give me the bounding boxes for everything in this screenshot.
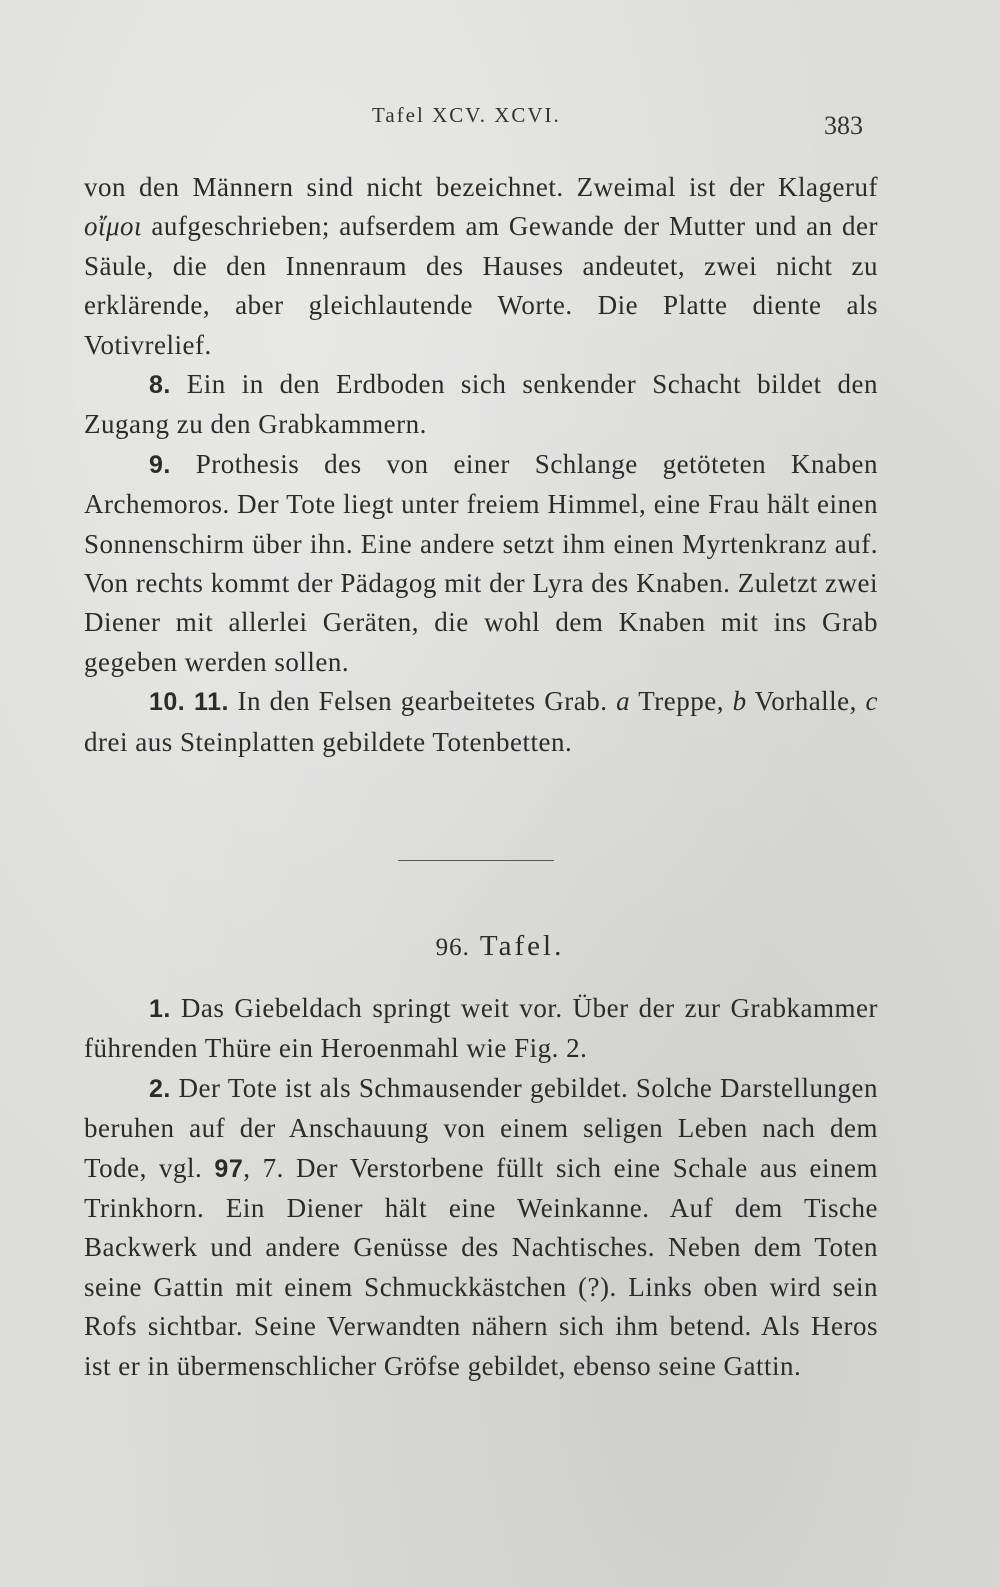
running-title: Tafel XCV. XCVI. xyxy=(372,103,561,127)
heading-number: 96. xyxy=(435,934,470,961)
letter-label: c xyxy=(865,686,878,717)
paragraph-text: , 7. Der Verstorbene füllt sich eine Schale aus einem Trinkhorn. Ein Diener hält eine Weinkanne. Auf dem Tische Backwerk und andere Genüsse des Nachtisches. Neben dem Toten seine Gattin mit einem Schmuckkästchen (?). Links oben wird sein Rofs sichtbar. Seine Verwandten nähern sich ihm betend. Als Heros ist er in übermenschlicher Gröfse gebildet, ebenso seine Gattin. xyxy=(84,1152,879,1381)
item-number: 8. xyxy=(149,371,171,400)
paragraph-text: Treppe, xyxy=(630,686,733,717)
paragraph-text: Prothesis des von einer Schlange getöteten Knaben Archemoros. Der Tote liegt unter freiem Himmel, eine Frau hält einen Sonnenschirm über ihn. Eine andere setzt ihm einen Myrtenkranz auf. Von rechts kommt der Pädagog mit der Lyra des Knaben. Zuletzt zwei Diener mit allerlei Geräten, die wohl dem Knaben mit ins Grab gegeben werden sollen. xyxy=(84,448,878,677)
section-95-text xyxy=(84,168,878,762)
section-heading xyxy=(0,930,1000,963)
letter-label: a xyxy=(616,686,631,717)
paragraph-text: Ein in den Erdboden sich senkender Schacht bildet den Zugang zu den Grabkammern. xyxy=(84,369,878,440)
running-header xyxy=(0,103,1000,143)
item-number: 10. 11. xyxy=(149,688,229,717)
paragraph-text: In den Felsen gearbeitetes Grab. xyxy=(228,686,617,717)
paragraph-continuation xyxy=(84,168,878,365)
paragraph-2 xyxy=(84,1069,878,1386)
greek-word: οἴμοι xyxy=(84,211,143,242)
letter-label: b xyxy=(732,686,747,717)
section-96-text xyxy=(84,989,878,1386)
item-number: 2. xyxy=(149,1074,171,1103)
section-divider xyxy=(398,860,554,861)
item-number: 9. xyxy=(149,450,171,479)
heading-word: Tafel. xyxy=(479,930,565,962)
plate-reference: 97 xyxy=(214,1154,244,1183)
paragraph-text: Das Giebeldach springt weit vor. Über der zur Grabkammer führenden Thüre ein Heroenmahl wie Fig. 2. xyxy=(84,993,878,1064)
paragraph-text: drei aus Steinplatten gebildete Totenbetten. xyxy=(84,726,573,757)
paragraph-text: von den Männern sind nicht bezeichnet. Zweimal ist der Klageruf xyxy=(84,172,878,202)
paragraph-8 xyxy=(84,365,878,445)
paragraph-9 xyxy=(84,445,878,682)
item-number: 1. xyxy=(149,995,171,1023)
paragraph-10-11 xyxy=(84,682,878,762)
paragraph-1 xyxy=(84,989,878,1069)
page-number: 383 xyxy=(824,111,863,140)
paragraph-text: Der Tote ist als Schmausender gebildet. Solche Darstellungen beruhen auf der Anschauung von einem seligen Leben nach dem Tode, vgl. xyxy=(84,1072,878,1183)
paragraph-text: Vorhalle, xyxy=(746,686,866,717)
paragraph-text: aufgeschrieben; aufserdem am Gewande der Mutter und an der Säule, die den Innenraum des Hauses andeutet, zwei nicht zu erklärende, aber gleichlautende Worte. Die Platte diente als Votivrelief. xyxy=(84,211,878,360)
